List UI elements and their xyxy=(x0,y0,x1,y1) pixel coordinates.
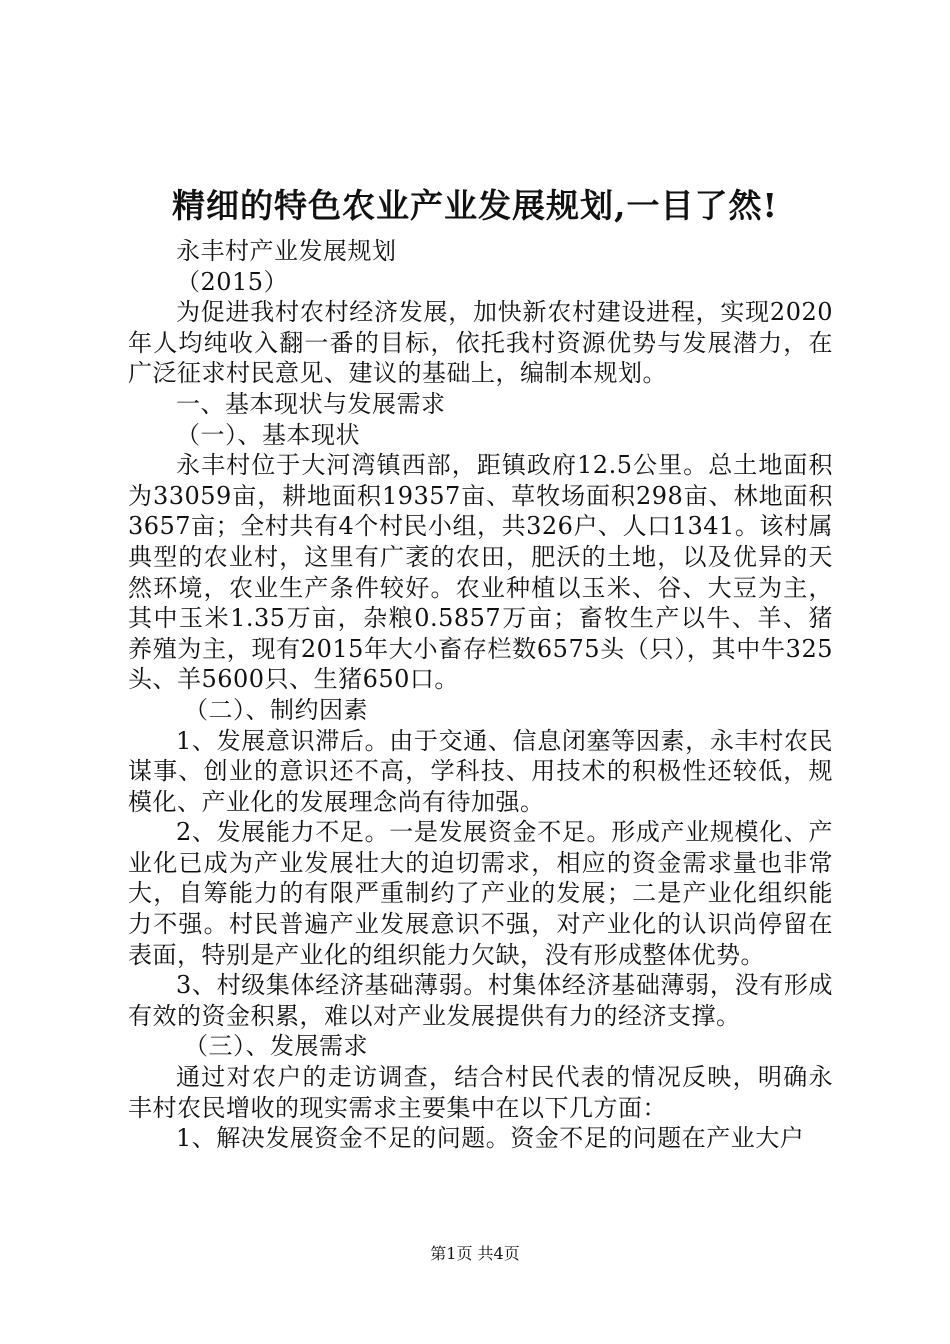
document-subtitle: 永丰村产业发展规划 xyxy=(176,237,397,265)
paragraph-factor-2: 2、发展能力不足。一是发展资金不足。形成产业规模化、产业化已成为产业发展壮大的迫切需求，相应的资金需求量也非常大，自筹能力的有限严重制约了产业的发展；二是产业化组织能力不强。村民普遍产业发展意识不强，对产业化的认识尚停留在表面，特别是产业化的组织能力欠缺，没有形成整体优势。 xyxy=(128,818,833,969)
section-heading-1: 一、基本现状与发展需求 xyxy=(176,389,446,418)
document-body xyxy=(128,236,833,1154)
paragraph-need-1: 1、解决发展资金不足的问题。资金不足的问题在产业大户 xyxy=(176,1124,805,1153)
paragraph-intro: 为促进我村农村经济发展，加快新农村建设进程，实现2020年人均纯收入翻一番的目标，依托我村资源优势与发展潜力，在广泛征求村民意见、建议的基础上，编制本规划。 xyxy=(128,298,833,388)
document-year: （2015） xyxy=(176,267,289,296)
subsection-heading-3: （三）、发展需求 xyxy=(184,1032,368,1061)
paragraph-needs-intro: 通过对农户的走访调查，结合村民代表的情况反映，明确永丰村农民增收的现实需求主要集中在以下几方面： xyxy=(128,1063,833,1122)
paragraph-factor-3: 3、村级集体经济基础薄弱。村集体经济基础薄弱，没有形成有效的资金积累，难以对产业发展提供有力的经济支撑。 xyxy=(128,971,833,1030)
document-title: 精细的特色农业产业发展规划,一目了然! xyxy=(172,186,778,225)
subsection-heading-2: （二）、制约因素 xyxy=(184,695,368,724)
subsection-heading-1: （一）、基本现状 xyxy=(176,420,360,449)
paragraph-factor-1: 1、发展意识滞后。由于交通、信息闭塞等因素，永丰村农民谋事、创业的意识还不高，学科技、用技术的积极性还较低，规模化、产业化的发展理念尚有待加强。 xyxy=(128,726,833,816)
paragraph-status: 永丰村位于大河湾镇西部，距镇政府12.5公里。总土地面积为33059亩，耕地面积19357亩、草牧场面积298亩、林地面积3657亩；全村共有4个村民小组，共326户、人口1341。该村属典型的农业村，这里有广袤的农田，肥沃的土地，以及优异的天然环境，农业生产条件较好。农业种植以玉米、谷、大豆为主，其中玉米1.35万亩，杂粮0.5857万亩；畜牧生产以牛、羊、猪养殖为主，现有2015年大小畜存栏数6575头（只），其中牛325头、羊5600只、生猪650口。 xyxy=(128,451,833,694)
page-footer: 第1页 共4页 xyxy=(430,1244,520,1263)
